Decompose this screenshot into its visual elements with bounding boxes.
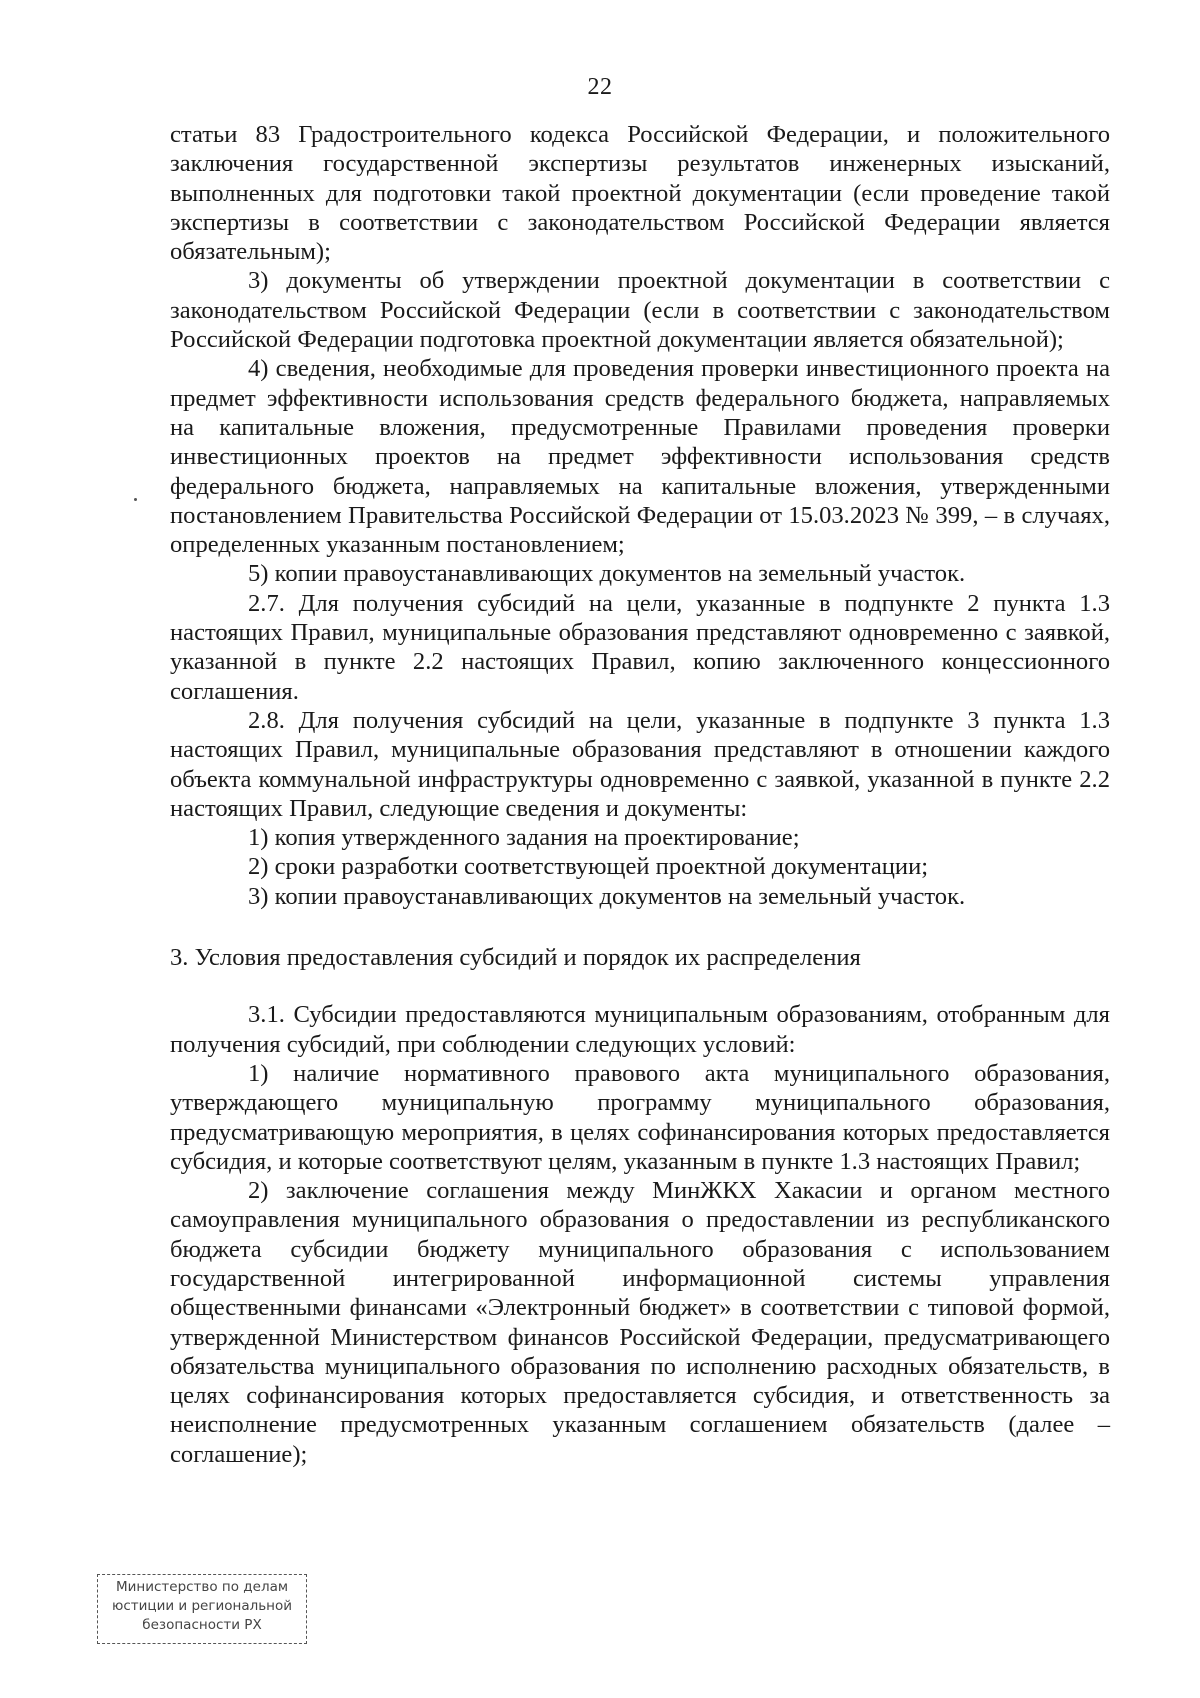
paragraph: 2) сроки разработки соответствующей проектной документации;	[248, 853, 929, 881]
paragraph: 1) наличие нормативного правового акта муниципального образования, утверждающего муниципальную программу муниципального образования, предусматривающую мероприятия, в целях софинансирования которых предоставляется субсидия, и которые соответствуют целям, указанным в пункте 1.3 настоящих Правил;	[170, 1059, 1110, 1175]
paragraph: 2.8. Для получения субсидий на цели, указанные в подпункте 3 пункта 1.3 настоящих Правил, муниципальные образования представляют в отношении каждого объекта коммунальной инфраструктуры одновременно с заявкой, указанной в пункте 2.2 настоящих Правил, следующие сведения и документы:	[170, 706, 1110, 822]
paragraph: 1) копия утвержденного задания на проектирование;	[248, 824, 800, 852]
stamp-line: юстиции и региональной	[111, 1598, 293, 1614]
scan-artifact	[134, 498, 137, 501]
paragraph: 3) копии правоустанавливающих документов на земельный участок.	[248, 882, 966, 910]
section-heading: 3. Условия предоставления субсидий и порядок их распределения	[170, 944, 861, 972]
page-number: 22	[587, 74, 613, 100]
stamp-line: Министерство по делам	[115, 1579, 289, 1595]
paragraph: 2) заключение соглашения между МинЖКХ Хакасии и органом местного самоуправления муниципального образования о предоставлении из республиканского бюджета субсидии бюджету муниципального образования с использованием государственной интегрированной информационной системы управления общественными финансами «Электронный бюджет» в соответствии с типовой формой, утвержденной Министерством финансов Российской Федерации, предусматривающего обязательства муниципального образования по исполнению расходных обязательств, в целях софинансирования которых предоставляется субсидия, и ответственность за неисполнение предусмотренных указанным соглашением обязательств (далее – соглашение);	[170, 1177, 1110, 1468]
document-body	[170, 120, 1110, 1469]
stamp-line: безопасности РХ	[142, 1617, 262, 1633]
paragraph: 3) документы об утверждении проектной документации в соответствии с законодательством Российской Федерации (если в соответствии с законодательством Российской Федерации подготовка проектной документации является обязательной);	[170, 267, 1110, 354]
paragraph: 4) сведения, необходимые для проведения проверки инвестиционного проекта на предмет эффективности использования средств федерального бюджета, направляемых на капитальные вложения, предусмотренные Правилами проведения проверки инвестиционных проектов на предмет эффективности использования средств федерального бюджета, направляемых на капитальные вложения, утвержденными постановлением Правительства Российской Федерации от 15.03.2023 № 399, – в случаях, определенных указанным постановлением;	[170, 355, 1110, 559]
paragraph: статьи 83 Градостроительного кодекса Российской Федерации, и положительного заключения государственной экспертизы результатов инженерных изысканий, выполненных для подготовки такой проектной документации (если проведение такой экспертизы в соответствии с законодательством Российской Федерации является обязательным);	[170, 121, 1110, 266]
paragraph: 5) копии правоустанавливающих документов на земельный участок.	[248, 560, 966, 588]
paragraph: 3.1. Субсидии предоставляются муниципальным образованиям, отобранным для получения субсидий, при соблюдении следующих условий:	[170, 1001, 1110, 1058]
ministry-stamp	[97, 1574, 307, 1644]
paragraph: 2.7. Для получения субсидий на цели, указанные в подпункте 2 пункта 1.3 настоящих Правил, муниципальные образования представляют одновременно с заявкой, указанной в пункте 2.2 настоящих Правил, копию заключенного концессионного соглашения.	[170, 589, 1110, 705]
